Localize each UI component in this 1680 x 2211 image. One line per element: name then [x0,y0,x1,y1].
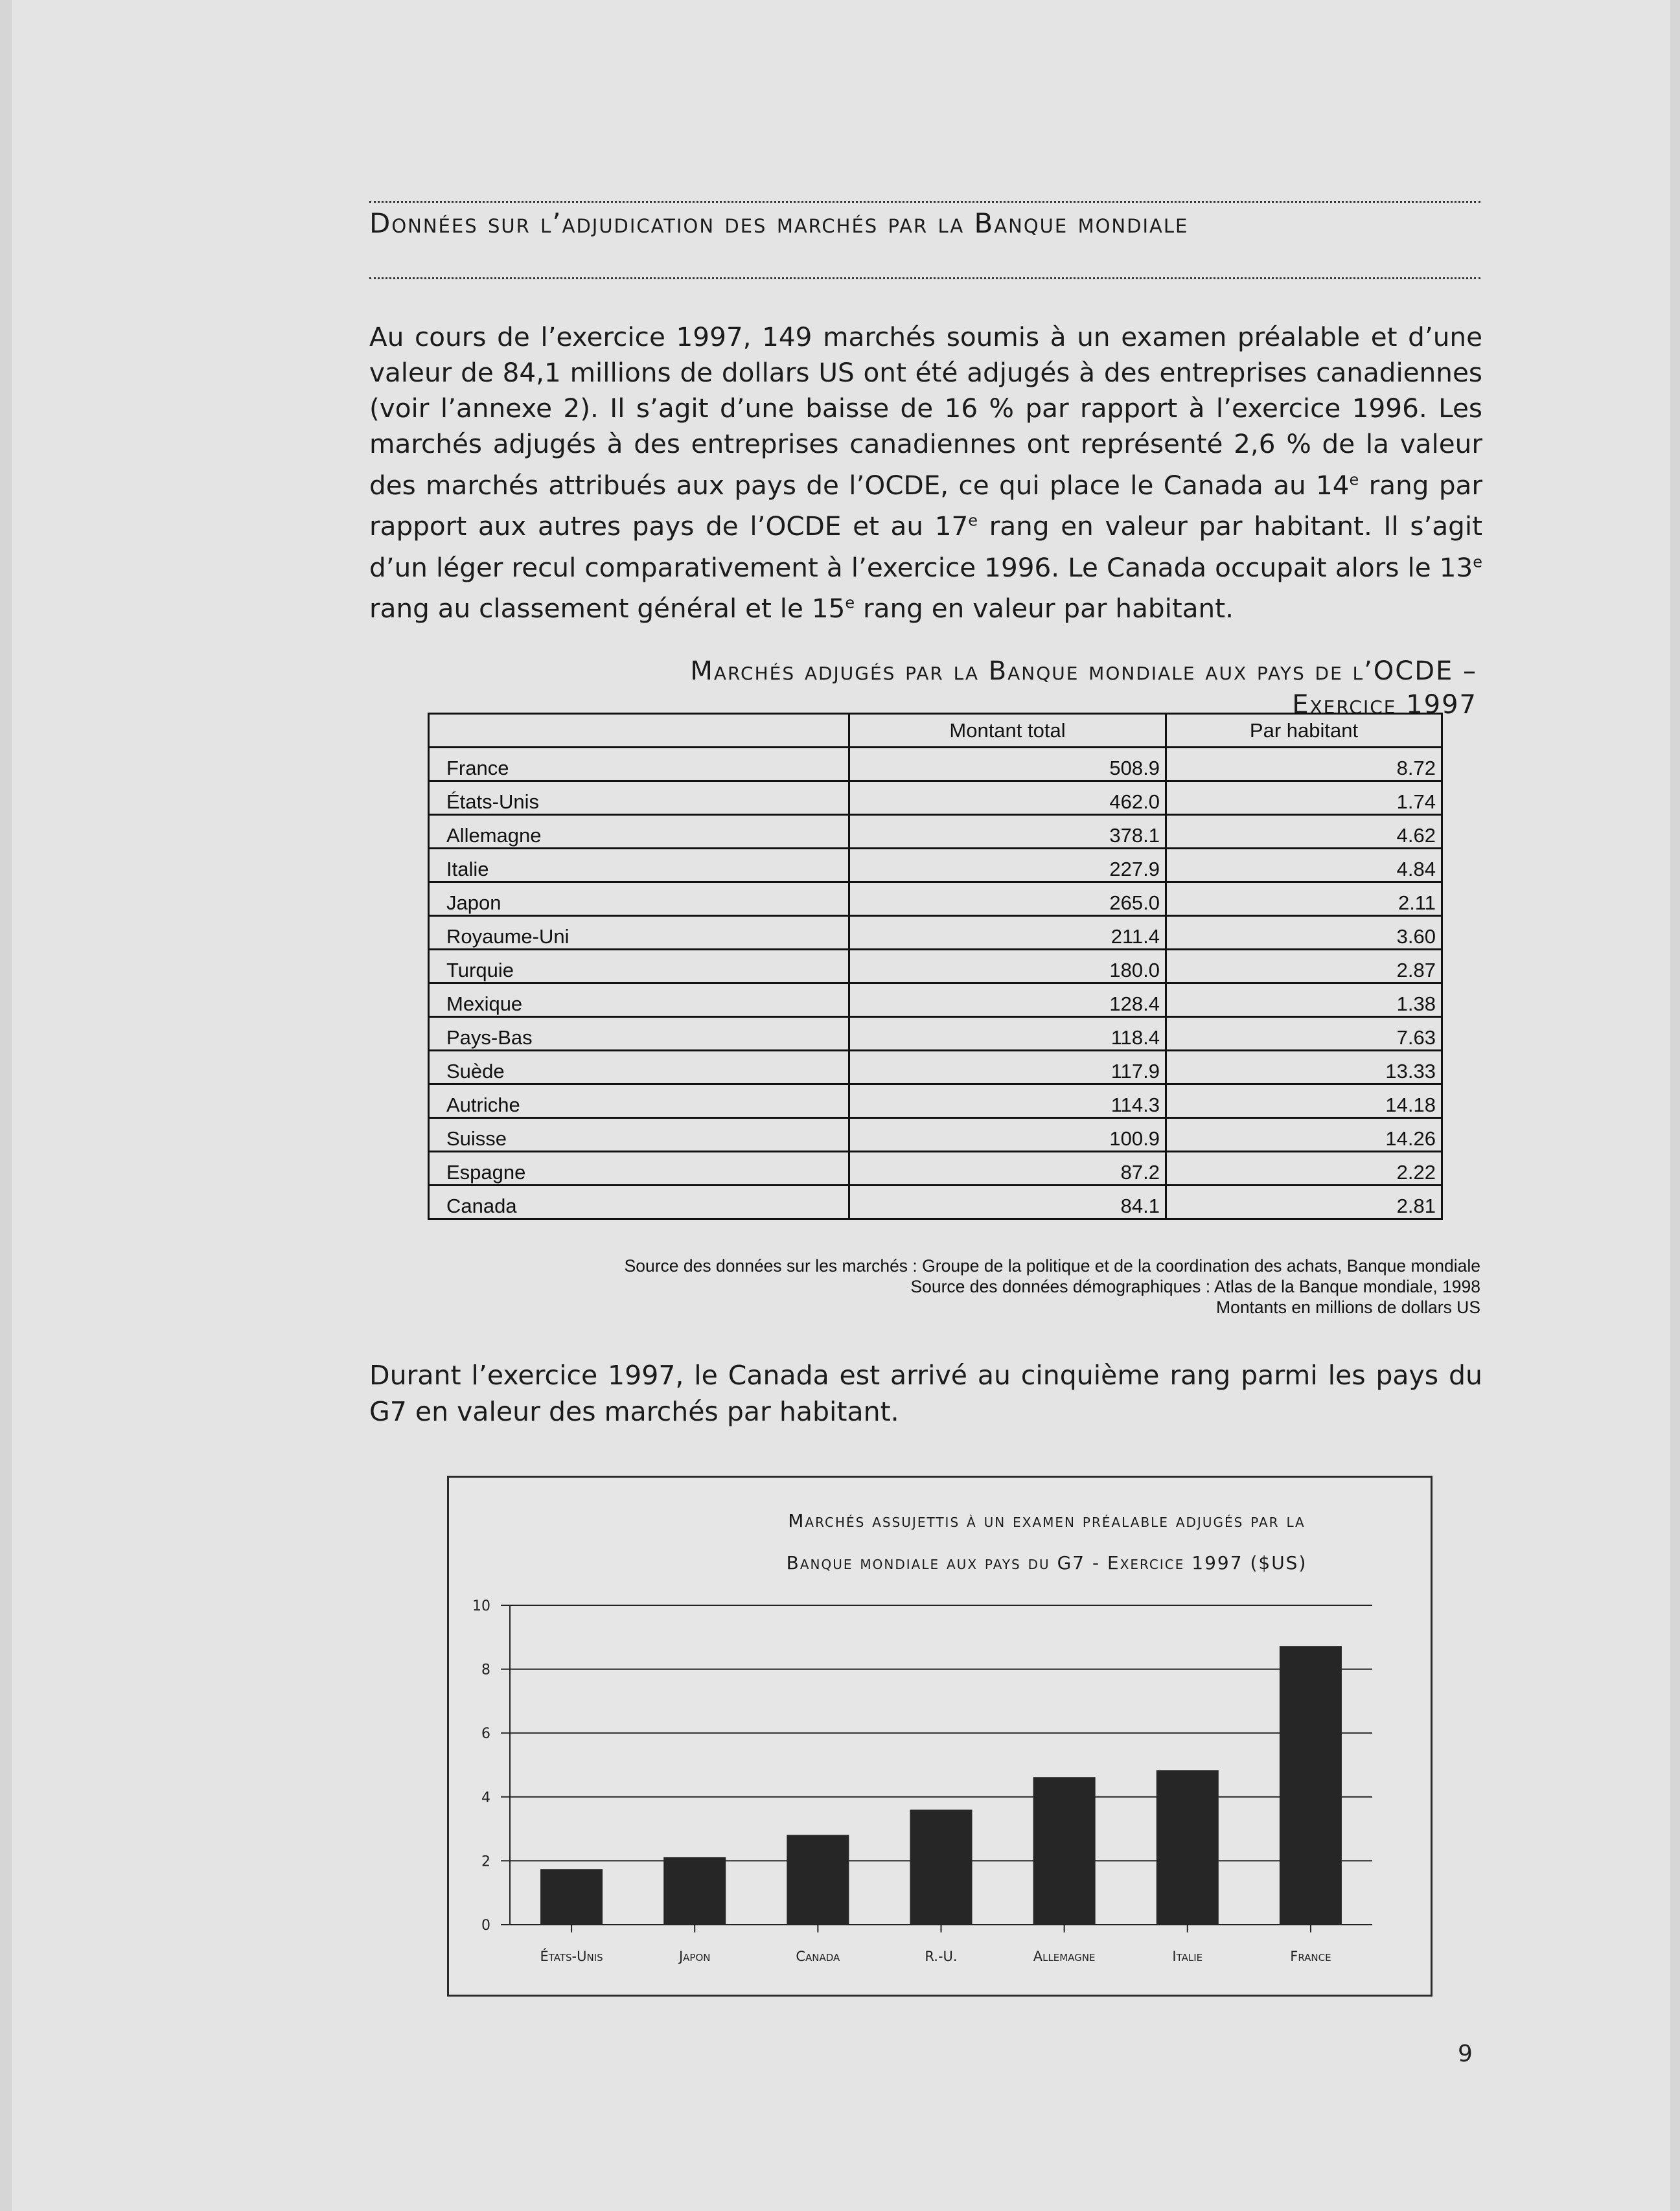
total-cell: 378.1 [849,815,1166,849]
table-row [429,1118,1442,1152]
x-tick-label: France [1290,1949,1331,1964]
country-cell: Japon [429,882,849,916]
table-row [429,748,1442,781]
per-capita-cell: 1.74 [1166,781,1442,815]
source-markets: Source des données sur les marchés : Groupe de la politique et de la coordination des achats, Banque mondiale [624,1256,1480,1276]
total-cell: 265.0 [849,882,1166,916]
total-cell: 100.9 [849,1118,1166,1152]
chart-svg [449,1478,1431,1995]
table-row [429,815,1442,849]
total-cell: 211.4 [849,916,1166,950]
page-number: 9 [1458,2041,1473,2067]
per-capita-cell: 1.38 [1166,983,1442,1017]
total-cell: 118.4 [849,1017,1166,1051]
source-units: Montants en millions de dollars US [1216,1298,1480,1317]
table-row [429,781,1442,815]
x-tick-label: Italie [1172,1949,1203,1964]
bar [663,1857,726,1925]
country-cell: Suisse [429,1118,849,1152]
per-capita-cell: 4.84 [1166,849,1442,882]
paragraph-1 [369,319,1482,626]
country-cell: France [429,748,849,781]
bar [910,1810,972,1925]
per-capita-cell: 14.18 [1166,1084,1442,1118]
chart-title-line1: Marchés assujettis à un examen préalable adjugés par la [788,1510,1306,1531]
total-cell: 508.9 [849,748,1166,781]
total-cell: 87.2 [849,1152,1166,1186]
table-header-row [429,714,1442,748]
per-capita-cell: 13.33 [1166,1051,1442,1084]
total-cell: 462.0 [849,781,1166,815]
table-title [415,654,1477,722]
per-capita-cell: 7.63 [1166,1017,1442,1051]
header-per-capita: Par habitant [1166,714,1442,748]
table-row [429,983,1442,1017]
per-capita-cell: 4.62 [1166,815,1442,849]
ordinal-sup: e [968,511,978,530]
per-capita-cell: 2.11 [1166,882,1442,916]
table-row [429,950,1442,983]
table-title-line1: Marchés adjugés par la Banque mondiale aux pays de l’OCDE – [690,656,1477,686]
paragraph-2: Durant l’exercice 1997, le Canada est arrivé au cinquième rang parmi les pays du G7 en valeur des marchés par habitant. [369,1360,1482,1427]
country-cell: Autriche [429,1084,849,1118]
country-cell: Canada [429,1186,849,1219]
bar [540,1869,603,1925]
per-capita-cell: 2.22 [1166,1152,1442,1186]
country-cell: Italie [429,849,849,882]
country-cell: Espagne [429,1152,849,1186]
total-cell: 84.1 [849,1186,1166,1219]
g7-chart [447,1476,1433,1997]
bar [1033,1777,1096,1925]
total-cell: 227.9 [849,849,1166,882]
x-tick-label: R.-U. [925,1949,958,1964]
table-row [429,1084,1442,1118]
per-capita-cell: 8.72 [1166,748,1442,781]
ordinal-sup: e [1349,470,1359,488]
table-row [429,882,1442,916]
y-tick-label: 8 [481,1662,490,1678]
table-row [429,1186,1442,1219]
section-heading: Données sur l’adjudication des marchés par la Banque mondiale [369,207,1189,239]
country-cell: Allemagne [429,815,849,849]
table-title-line2: Exercice 1997 [1292,690,1477,720]
per-capita-cell: 14.26 [1166,1118,1442,1152]
source-demographics: Source des données démographiques : Atlas de la Banque mondiale, 1998 [910,1277,1480,1296]
y-tick-label: 0 [481,1918,490,1934]
bar [787,1835,849,1925]
per-capita-cell: 3.60 [1166,916,1442,950]
total-cell: 128.4 [849,983,1166,1017]
table-row [429,916,1442,950]
oecd-table [428,713,1443,1220]
x-tick-label: États-Unis [540,1949,603,1964]
x-tick-label: Japon [678,1949,711,1964]
per-capita-cell: 2.87 [1166,950,1442,983]
country-cell: Pays-Bas [429,1017,849,1051]
bar [1280,1646,1342,1925]
table-row [429,1051,1442,1084]
heading-rule-top [369,201,1480,203]
bar [1156,1770,1219,1925]
total-cell: 117.9 [849,1051,1166,1084]
per-capita-cell: 2.81 [1166,1186,1442,1219]
total-cell: 114.3 [849,1084,1166,1118]
y-tick-label: 6 [481,1726,490,1743]
country-cell: États-Unis [429,781,849,815]
x-tick-label: Canada [796,1949,840,1964]
table-row [429,1152,1442,1186]
table-row [429,849,1442,882]
y-tick-label: 10 [472,1598,490,1614]
ordinal-sup: e [845,593,855,612]
table-row [429,1017,1442,1051]
x-tick-label: Allemagne [1033,1949,1096,1964]
country-cell: Royaume-Uni [429,916,849,950]
chart-title-line2: Banque mondiale aux pays du G7 - Exercice 1997 ($US) [786,1552,1307,1574]
ordinal-sup: e [1473,553,1482,571]
header-total: Montant total [849,714,1166,748]
country-cell: Suède [429,1051,849,1084]
heading-rule-bottom [369,277,1480,279]
y-tick-label: 2 [481,1853,490,1870]
table-sources [454,1255,1480,1318]
total-cell: 180.0 [849,950,1166,983]
y-tick-label: 4 [481,1789,490,1806]
country-cell: Turquie [429,950,849,983]
header-empty [429,714,849,748]
country-cell: Mexique [429,983,849,1017]
paragraph-1-text: Au cours de l’exercice 1997, 149 marchés soumis à un examen préalable et d’une valeur de 84,1 millions de dollars US ont été adjugés à des entreprises canadiennes (voir l’annexe 2). Il s’agit d’une baisse de 16 % par rapport à l’exercice 1996. Les marchés adjugés à des entreprises canadiennes ont représenté 2,6 % de la valeur des marchés attribués aux pays de l’OCDE, ce qui place le Canada au 14e rang par rapport aux autres pays de l’OCDE et au 17e rang en valeur par habitant. Il s’agit d’un léger recul comparativement à l’exercice 1996. Le Canada occupait alors le 13e rang au classement général et le 15e rang en valeur par habitant. [369,321,1482,624]
